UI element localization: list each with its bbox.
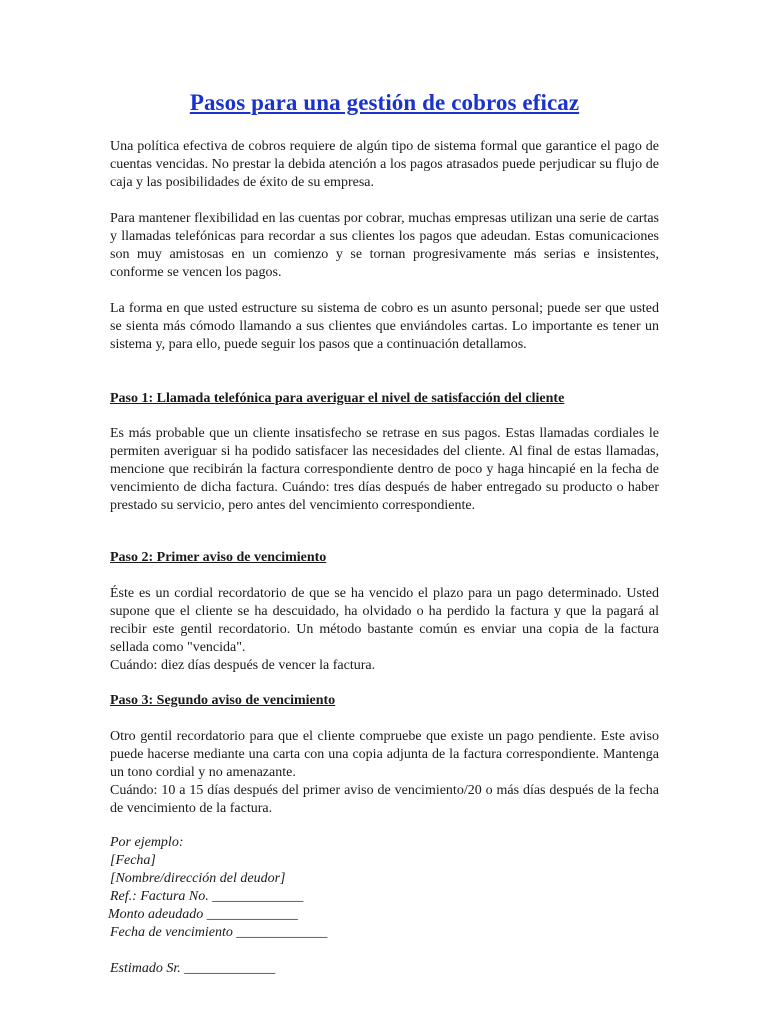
example-letter: [110, 834, 659, 978]
step-text: Éste es un cordial recordatorio de que se ha vencido el plazo para un pago determinado. Usted supone que el cliente se ha descuidado, ha olvidado o ha perdido la factura y que la pagará al recibir este gentil recordatorio. Un método bastante común es enviar una copia de la factura sellada como "vencida".: [110, 586, 659, 655]
intro-paragraph-2: [110, 210, 659, 282]
step-1-body: [110, 425, 659, 515]
step-heading: Paso 1: Llamada telefónica para averiguar el nivel de satisfacción del cliente: [110, 391, 565, 406]
intro-paragraph-1: [110, 138, 659, 192]
example-spacer: [110, 942, 659, 960]
step-2-body: [110, 585, 659, 675]
example-greeting: Estimado Sr. _____________: [110, 961, 276, 976]
example-amount: Monto adeudado _____________: [108, 907, 298, 922]
example-due: Fecha de vencimiento _____________: [110, 925, 328, 940]
document-title: Pasos para una gestión de cobros eficaz: [189, 90, 580, 115]
step-1-heading: [110, 390, 659, 408]
step-3-body: [110, 728, 659, 818]
paragraph-text: Para mantener flexibilidad en las cuentas por cobrar, muchas empresas utilizan una serie de cartas y llamadas telefónicas para recordar a sus clientes los pagos que adeudan. Estas comunicaciones son muy amistosas en un comienzo y se tornan progresivamente más serias e insistentes, conforme se vencen los pagos.: [110, 211, 659, 280]
example-date: [Fecha]: [110, 853, 156, 868]
step-heading: Paso 3: Segundo aviso de vencimiento: [110, 693, 336, 708]
step-text: Es más probable que un cliente insatisfecho se retrase en sus pagos. Estas llamadas cordiales le permiten averiguar si ha podido satisfacer las necesidades del cliente. Al final de estas llamadas, mencione que recibirán la factura correspondiente dentro de poco y haga hincapié en la fecha de vencimiento de dicha factura. Cuándo: tres días después de haber entregado su producto o haber prestado su servicio, pero antes del vencimiento correspondiente.: [110, 426, 659, 513]
step-3-heading: [110, 692, 659, 710]
step-heading: Paso 2: Primer aviso de vencimiento: [110, 550, 327, 565]
step-when: Cuándo: diez días después de vencer la factura.: [110, 658, 376, 673]
step-2-heading: [110, 549, 659, 567]
example-debtor: [Nombre/dirección del deudor]: [110, 871, 286, 886]
paragraph-text: Una política efectiva de cobros requiere de algún tipo de sistema formal que garantice el pago de cuentas vencidas. No prestar la debida atención a los pagos atrasados puede perjudicar su flujo de caja y las posibilidades de éxito de su empresa.: [110, 139, 659, 190]
paragraph-text: La forma en que usted estructure su sistema de cobro es un asunto personal; puede ser que usted se sienta más cómodo llamando a sus clientes que enviándoles cartas. Lo importante es tener un sistema y, para ello, puede seguir los pasos que a continuación detallamos.: [110, 301, 659, 352]
step-when: Cuándo: 10 a 15 días después del primer aviso de vencimiento/20 o más días después de la fecha de vencimiento de la factura.: [110, 783, 659, 816]
intro-paragraph-3: [110, 300, 659, 354]
example-intro: Por ejemplo:: [110, 835, 184, 850]
step-text: Otro gentil recordatorio para que el cliente compruebe que existe un pago pendiente. Este aviso puede hacerse mediante una carta con una copia adjunta de la factura correspondiente. Mantenga un tono cordial y no amenazante.: [110, 729, 659, 780]
example-ref: Ref.: Factura No. _____________: [110, 889, 304, 904]
